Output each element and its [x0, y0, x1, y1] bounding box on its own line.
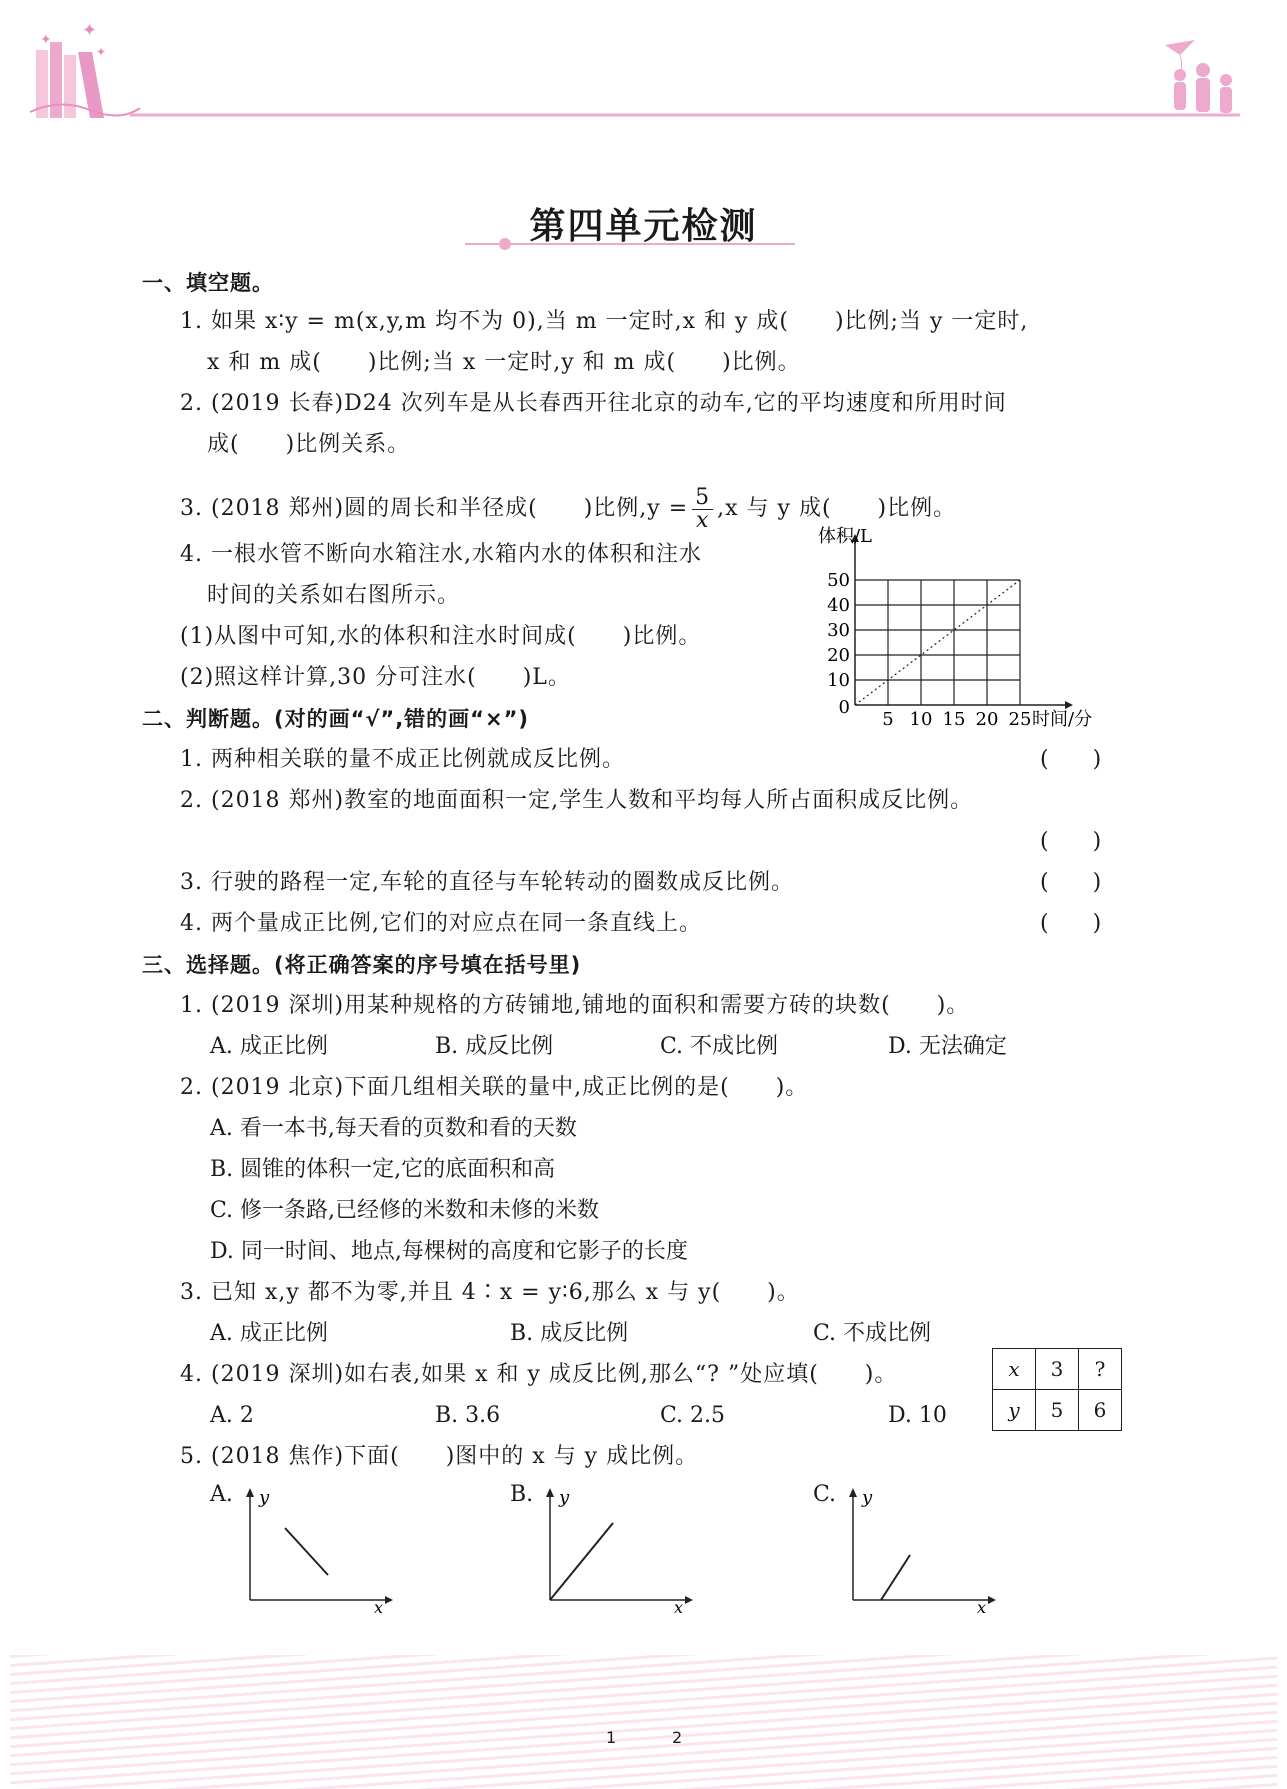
choice-q3-option-a[interactable]: A. 成正比例 [210, 1321, 328, 1346]
footer-wave-pattern [10, 1655, 1277, 1789]
choice-q4-option-a[interactable]: A. 2 [210, 1403, 254, 1428]
xy-table-row-x [993, 1349, 1122, 1390]
title-underline [465, 236, 795, 252]
fill-q4-sub2: (2)照这样计算,30 分可注水( )L。 [180, 665, 571, 690]
chart-y-tick-label: 30 [827, 620, 850, 641]
svg-text:✦: ✦ [96, 45, 107, 59]
choice-q2-option-a[interactable]: A. 看一本书,每天看的页数和看的天数 [210, 1116, 577, 1141]
xy-cell: 5 [1036, 1390, 1079, 1431]
chart-x-tick-label: 5 [882, 709, 894, 730]
xy-table [992, 1348, 1122, 1431]
chart-series-line [855, 580, 1020, 705]
children-kite-icon [1165, 40, 1232, 113]
fraction-denominator: x [695, 507, 710, 533]
page-title: 第四单元检测 [529, 205, 758, 247]
chart-x-tick-label: 15 [942, 709, 966, 730]
fill-q3-text-a: 3. (2018 郑州)圆的周长和半径成( )比例,y = [180, 496, 689, 521]
books-icon [36, 20, 106, 118]
chart-y-tick-label: 50 [827, 570, 850, 591]
fill-q4-line1: 4. 一根水管不断向水箱注水,水箱内水的体积和注水 [180, 542, 702, 567]
fill-q2-line2: 成( )比例关系。 [207, 432, 411, 457]
graph-b[interactable] [540, 1485, 700, 1615]
graph-a-y-label: y [259, 1487, 270, 1508]
chart-y-tick-label: 20 [827, 645, 850, 666]
xy-cell: 3 [1036, 1349, 1079, 1390]
chart-x-tick-label: 10 [909, 709, 933, 730]
choice-q2-option-d[interactable]: D. 同一时间、地点,每棵树的高度和它影子的长度 [210, 1239, 688, 1264]
fill-q1-line2: x 和 m 成( )比例;当 x 一定时,y 和 m 成( )比例。 [207, 350, 801, 375]
water-volume-chart [810, 520, 1120, 730]
choice-q1-option-c[interactable]: C. 不成比例 [660, 1034, 779, 1059]
xy-cell: y [993, 1390, 1036, 1431]
fill-q4-sub1: (1)从图中可知,水的体积和注水时间成( )比例。 [180, 624, 702, 649]
section-fill-heading: 一、填空题。 [142, 271, 274, 295]
judge-q4-answer[interactable]: ( ) [1040, 911, 1102, 936]
judge-q1: 1. 两种相关联的量不成正比例就成反比例。 [180, 747, 625, 772]
xy-cell: x [993, 1349, 1036, 1390]
chart-x-tick-label: 25 [1008, 709, 1032, 730]
chart-y-tick-label: 40 [827, 595, 850, 616]
choice-q3-option-c[interactable]: C. 不成比例 [813, 1321, 932, 1346]
choice-q1: 1. (2019 深圳)用某种规格的方砖铺地,铺地的面积和需要方砖的块数( )。 [180, 993, 970, 1018]
fill-q4-line2: 时间的关系如右图所示。 [207, 583, 461, 608]
chart-y-axis-label: 体积/L [817, 526, 873, 547]
fraction-numerator: 5 [692, 487, 713, 510]
judge-q2: 2. (2018 郑州)教室的地面面积一定,学生人数和平均每人所占面积成反比例。 [180, 788, 974, 813]
section-choice-heading: 三、选择题。(将正确答案的序号填在括号里) [142, 953, 582, 977]
choice-q2: 2. (2019 北京)下面几组相关联的量中,成正比例的是( )。 [180, 1075, 809, 1100]
choice-q1-option-a[interactable]: A. 成正比例 [210, 1034, 328, 1059]
graph-b-y-label: y [559, 1487, 570, 1508]
chart-x-axis-label: 时间/分 [1032, 709, 1093, 730]
choice-q2-option-c[interactable]: C. 修一条路,已经修的米数和未修的米数 [210, 1198, 600, 1223]
choice-q3-option-b[interactable]: B. 成反比例 [510, 1321, 629, 1346]
fraction-5-over-x [692, 484, 713, 533]
judge-q1-answer[interactable]: ( ) [1040, 747, 1102, 772]
fill-q2-line1: 2. (2019 长春)D24 次列车是从长春西开往北京的动车,它的平均速度和所用时间 [180, 391, 1007, 416]
header-decoration [0, 0, 1287, 140]
xy-table-row-y [993, 1390, 1122, 1431]
choice-q4-option-d[interactable]: D. 10 [888, 1403, 947, 1428]
choice-q4-option-c[interactable]: C. 2.5 [660, 1403, 726, 1428]
chart-origin-label: 0 [838, 697, 850, 718]
xy-cell: ? [1079, 1349, 1122, 1390]
graph-a[interactable] [240, 1485, 400, 1615]
section-judge-heading: 二、判断题。(对的画“√”,错的画“×”) [142, 707, 529, 731]
graph-c-y-label: y [862, 1487, 873, 1508]
svg-text:✦: ✦ [40, 32, 52, 48]
fill-q3-text-b: ,x 与 y 成( )比例。 [717, 496, 957, 521]
svg-text:✦: ✦ [82, 20, 98, 41]
chart-x-axis-arrow [1065, 701, 1073, 709]
page-number-left: 1 [606, 1728, 617, 1747]
choice-q3: 3. 已知 x,y 都不为零,并且 4∶x = y∶6,那么 x 与 y( )。 [180, 1280, 800, 1305]
fill-q1-line1: 1. 如果 x∶y = m(x,y,m 均不为 0),当 m 一定时,x 和 y 成( )比例;当 y 一定时, [180, 309, 1029, 334]
chart-y-tick-label: 10 [827, 670, 850, 691]
graph-b-x-label: x [674, 1598, 684, 1615]
graph-b-label[interactable]: B. [510, 1482, 534, 1507]
graph-c-label[interactable]: C. [813, 1482, 837, 1507]
chart-x-tick-label: 20 [975, 709, 999, 730]
judge-q4: 4. 两个量成正比例,它们的对应点在同一条直线上。 [180, 911, 702, 936]
judge-q3: 3. 行驶的路程一定,车轮的直径与车轮转动的圈数成反比例。 [180, 870, 794, 895]
choice-q1-option-b[interactable]: B. 成反比例 [435, 1034, 554, 1059]
judge-q3-answer[interactable]: ( ) [1040, 870, 1102, 895]
graph-a-label[interactable]: A. [210, 1482, 233, 1507]
choice-q4-option-b[interactable]: B. 3.6 [435, 1403, 501, 1428]
graph-c-x-label: x [977, 1598, 987, 1615]
choice-q4: 4. (2019 深圳)如右表,如果 x 和 y 成反比例,那么“? ”处应填( )。 [180, 1362, 898, 1387]
choice-q1-option-d[interactable]: D. 无法确定 [888, 1034, 1007, 1059]
graph-a-x-label: x [374, 1598, 384, 1615]
xy-cell: 6 [1079, 1390, 1122, 1431]
choice-q2-option-b[interactable]: B. 圆锥的体积一定,它的底面积和高 [210, 1157, 556, 1182]
choice-q5: 5. (2018 焦作)下面( )图中的 x 与 y 成比例。 [180, 1444, 699, 1469]
page-number-right: 2 [672, 1728, 683, 1747]
graph-c[interactable] [843, 1485, 1003, 1615]
judge-q2-answer[interactable]: ( ) [1040, 829, 1102, 854]
